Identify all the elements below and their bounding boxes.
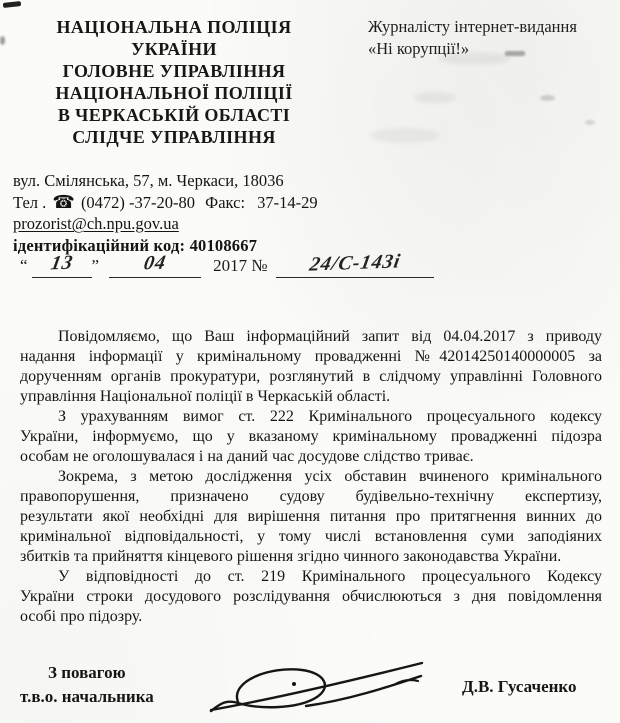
month-field [109, 252, 201, 278]
id-code-value: 40108667 [189, 235, 258, 255]
close-quote: ” [91, 256, 100, 275]
body-line: У відповідності до ст. 219 Кримінального процесуального Кодексу [58, 568, 602, 585]
day-field [32, 252, 92, 278]
org-line: В ЧЕРКАСЬКІЙ ОБЛАСТІ [57, 105, 291, 125]
org-line: СЛІДЧЕ УПРАВЛІННЯ [72, 127, 276, 147]
erased-text-smudge [370, 128, 440, 143]
body-line: дорученням органів прокуратури, розглянутий в слідчому управлінні Головного [20, 368, 602, 385]
closing-block [20, 661, 154, 709]
date-and-number-line [20, 244, 450, 278]
phone-fax-line [13, 192, 373, 214]
open-quote: “ [20, 256, 28, 275]
body-line: результати якої необхідні для вирішення питання про притягнення винних до [20, 508, 602, 525]
scan-artifact [0, 36, 5, 45]
body-line: управління Національної поліції в Черкаській області. [20, 388, 391, 405]
phone-label: Тел . [13, 192, 47, 212]
addressee-block [368, 16, 608, 60]
email-address: prozorist@ch.npu.gov.ua [13, 214, 179, 233]
body-line: Повідомляємо, що Ваш інформаційний запит від 04.04.2017 з приводу [58, 328, 602, 345]
year-and-number-label: 2017 № [213, 256, 268, 275]
handwritten-month: 04 [142, 251, 169, 275]
telephone-icon: ☎ [52, 191, 75, 212]
body-line: Зокрема, з метою дослідження усіх обставин вчиненого кримінального [58, 468, 602, 485]
letter-body [20, 327, 602, 627]
body-line: особам не оголошувалася і на даний час досудове слідство триває. [20, 448, 474, 465]
handwritten-signature [208, 657, 430, 717]
erased-text-smudge [540, 95, 555, 101]
org-line: НАЦІОНАЛЬНА ПОЛІЦІЯ [56, 17, 292, 37]
handwritten-document-number: 24/С-143і [307, 250, 402, 276]
handwritten-day: 13 [48, 251, 75, 275]
fax-label: Факс: [205, 192, 246, 212]
organization-letterhead [18, 16, 330, 148]
body-line: збитків та прийняття кінцевого рішення згідно чинного законодавства України. [20, 548, 562, 565]
signer-title: т.в.о. начальника [20, 687, 154, 706]
erased-text-smudge [414, 92, 456, 103]
org-line: УКРАЇНИ [131, 39, 217, 59]
closing-phrase: З повагою [48, 663, 126, 682]
body-line: особі про підозру. [20, 608, 143, 625]
body-line: кримінальної відповідальності, у тому числі встановлення суми заподіяних [20, 528, 602, 545]
fax-number: 37-14-29 [257, 192, 318, 212]
id-code-label: ідентифікаційний код: [13, 235, 186, 255]
scan-artifact [3, 1, 21, 8]
addressee-line: Журналісту інтернет-видання [368, 17, 577, 36]
body-line: надання інформації у кримінальному провадженні №42014250140000005 за [20, 348, 602, 365]
body-line: України, інформуємо, що у вказаному кримінальному провадженні підозра [20, 428, 602, 445]
body-line: України строки досудового розслідування обчислюються з дня повідомлення [20, 588, 602, 605]
body-line: З урахуванням вимог ст. 222 Кримінального процесуального кодексу [58, 408, 602, 425]
signer-name: Д.В. Гусаченко [462, 677, 577, 696]
postal-address: вул. Смілянська, 57, м. Черкаси, 18036 [13, 171, 284, 190]
erased-text-smudge [585, 120, 595, 125]
addressee-line: «Ні корупції!» [368, 39, 470, 58]
phone-number: (0472) -37-20-80 [80, 192, 196, 212]
body-line: правопорушення, призначено судову будівельно-технічну експертизу, [20, 488, 602, 505]
org-line: НАЦІОНАЛЬНОЇ ПОЛІЦІЇ [55, 83, 293, 103]
document-number-field [276, 252, 434, 278]
org-line: ГОЛОВНЕ УПРАВЛІННЯ [62, 61, 286, 81]
